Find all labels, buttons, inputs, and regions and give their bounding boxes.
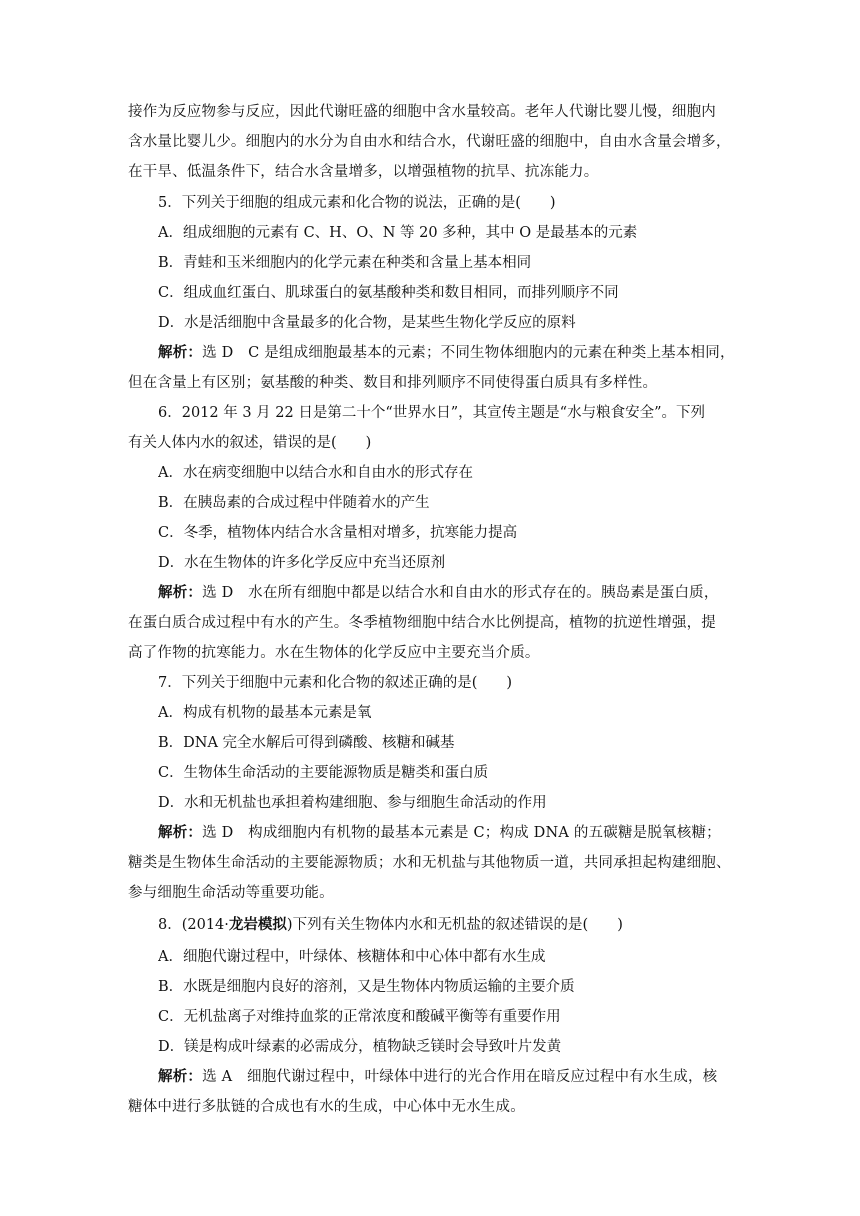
q8-option-d: D．镁是构成叶绿素的必需成分，植物缺乏镁时会导致叶片发黄 xyxy=(158,1039,562,1055)
intro-line-1: 接作为反应物参与反应，因此代谢旺盛的细胞中含水量较高。老年人代谢比婴儿慢，细胞内 xyxy=(128,104,716,120)
q5-option-a: A．组成细胞的元素有 C、H、O、N 等 20 多种，其中 O 是最基本的元素 xyxy=(158,225,638,241)
q6-answer-text-1: 选 D 水在所有细胞中都是以结合水和自由水的形式存在的。胰岛素是蛋白质， xyxy=(202,585,719,601)
q8-stem-suffix: )下列有关生物体内水和无机盐的叙述错误的是( ) xyxy=(286,917,623,933)
q8-answer-label: 解析： xyxy=(158,1068,203,1085)
q6-option-d: D．水在生物体的许多化学反应中充当还原剂 xyxy=(158,555,446,571)
q6-stem-line-2: 有关人体内水的叙述，错误的是( ) xyxy=(128,435,372,451)
q8-option-a: A．细胞代谢过程中，叶绿体、核糖体和中心体中都有水生成 xyxy=(158,949,546,965)
q7-option-d: D．水和无机盐也承担着构建细胞、参与细胞生命活动的作用 xyxy=(158,795,547,811)
q6-answer-line-3: 高了作物的抗寒能力。水在生物体的化学反应中主要充当介质。 xyxy=(128,645,540,661)
q7-answer-line-3: 参与细胞生命活动等重要功能。 xyxy=(128,885,334,901)
q5-answer-line-2: 但在含量上有区别；氨基酸的种类、数目和排列顺序不同使得蛋白质具有多样性。 xyxy=(128,375,658,391)
q7-answer-text-1: 选 D 构成细胞内有机物的最基本元素是 C；构成 DNA 的五碳糖是脱氧核糖； xyxy=(202,825,721,841)
q6-answer-line-2: 在蛋白质合成过程中有水的产生。冬季植物细胞中结合水比例提高，植物的抗逆性增强，提 xyxy=(128,615,716,631)
q5-answer-line-1 xyxy=(158,343,736,365)
q5-answer-text-1: 选 D C 是组成细胞最基本的元素；不同生物体细胞内的元素在种类上基本相同， xyxy=(202,345,735,361)
q5-option-b: B．青蛙和玉米细胞内的化学元素在种类和含量上基本相同 xyxy=(158,255,532,271)
intro-line-2: 含水量比婴儿少。细胞内的水分为自由水和结合水，代谢旺盛的细胞中，自由水含量会增多， xyxy=(128,134,731,150)
q8-option-c: C．无机盐离子对维持血浆的正常浓度和酸碱平衡等有重要作用 xyxy=(158,1009,561,1025)
q8-stem-prefix: 8．(2014· xyxy=(158,917,229,933)
q7-answer-line-1 xyxy=(158,823,736,845)
q6-option-a: A．水在病变细胞中以结合水和自由水的形式存在 xyxy=(158,465,473,481)
q7-stem: 7．下列关于细胞中元素和化合物的叙述正确的是( ) xyxy=(158,675,513,691)
q5-option-c: C．组成血红蛋白、肌球蛋白的氨基酸种类和数目相同，而排列顺序不同 xyxy=(158,285,619,301)
q6-stem-line-1: 6．2012 年 3 月 22 日是第二十个“世界水日”，其宣传主题是“水与粮食安全”。下列 xyxy=(158,405,705,421)
q6-answer-line-1 xyxy=(158,583,736,605)
q7-option-b: B．DNA 完全水解后可得到磷酸、核糖和碱基 xyxy=(158,735,455,751)
q8-answer-text-1: 选 A 细胞代谢过程中，叶绿体中进行的光合作用在暗反应过程中有水生成，核 xyxy=(202,1069,718,1085)
q8-answer-line-2: 糖体中进行多肽链的合成也有水的生成，中心体中无水生成。 xyxy=(128,1099,525,1115)
q7-option-a: A．构成有机物的最基本元素是氧 xyxy=(158,705,372,721)
intro-line-3: 在干旱、低温条件下，结合水含量增多，以增强植物的抗旱、抗冻能力。 xyxy=(128,164,599,180)
q6-answer-label: 解析： xyxy=(158,584,203,601)
q7-answer-line-2: 糖类是生物体生命活动的主要能源物质；水和无机盐与其他物质一道，共同承担起构建细胞、 xyxy=(128,855,731,871)
q8-source: 龙岩模拟 xyxy=(228,917,287,933)
q7-option-c: C．生物体生命活动的主要能源物质是糖类和蛋白质 xyxy=(158,765,489,781)
q5-option-d: D．水是活细胞中含量最多的化合物，是某些生物化学反应的原料 xyxy=(158,315,576,331)
q8-answer-line-1 xyxy=(158,1067,736,1089)
q6-option-c: C．冬季，植物体内结合水含量相对增多，抗寒能力提高 xyxy=(158,525,518,541)
q5-answer-label: 解析： xyxy=(158,344,203,361)
q7-answer-label: 解析： xyxy=(158,824,203,841)
q8-option-b: B．水既是细胞内良好的溶剂，又是生物体内物质运输的主要介质 xyxy=(158,979,575,995)
q6-option-b: B．在胰岛素的合成过程中伴随着水的产生 xyxy=(158,495,430,511)
q8-stem xyxy=(158,915,736,937)
q5-stem: 5．下列关于细胞的组成元素和化合物的说法，正确的是( ) xyxy=(158,195,556,211)
